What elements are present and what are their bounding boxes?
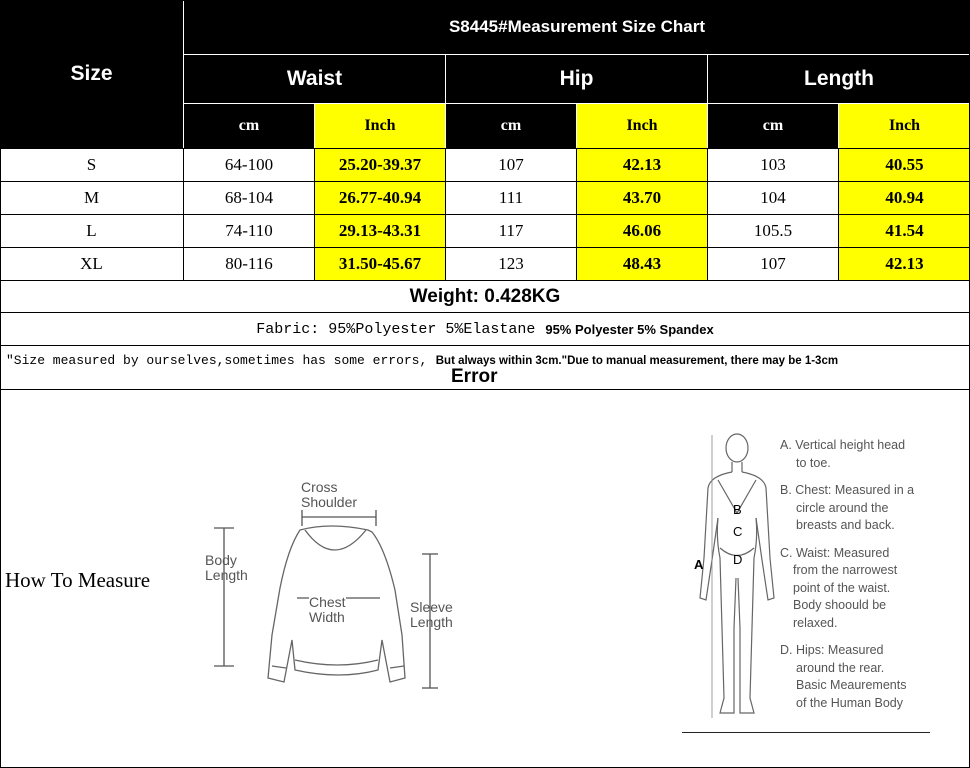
- unit-hip-inch: Inch: [577, 104, 707, 148]
- group-length: Length: [708, 55, 970, 103]
- note-error: Error: [451, 366, 498, 387]
- table-cell: 25.20-39.37: [315, 149, 445, 181]
- table-cell: 68-104: [224, 188, 274, 207]
- note-row: [0, 346, 970, 389]
- table-cell: 40.55: [839, 149, 970, 181]
- how-to-measure-label: How To Measure: [5, 568, 151, 592]
- table-cell: 74-110: [225, 221, 273, 240]
- cross-shoulder-label: Cross Shoulder: [301, 479, 358, 510]
- table-cell: 46.06: [577, 215, 707, 247]
- figure-letter-a: A: [694, 557, 704, 572]
- sweater-hem: [295, 660, 378, 665]
- sleeve-length-label: Sleeve Length: [410, 599, 453, 630]
- table-cell: 31.50-45.67: [315, 248, 445, 280]
- body-notes: [780, 437, 914, 712]
- table-cell: 42.13: [577, 149, 707, 181]
- unit-waist-cm: cm: [184, 104, 314, 148]
- weight-row: Weight: 0.428KG: [409, 285, 561, 307]
- figure-letter-c: C: [733, 524, 743, 539]
- size-cell: L: [86, 221, 97, 240]
- body-figure: [690, 428, 780, 738]
- table-cell: 48.43: [577, 248, 707, 280]
- body-length-label: Body Length: [205, 552, 248, 583]
- unit-waist-inch: Inch: [315, 104, 445, 148]
- note-d: D. Hips: Measured around the rear. Basic Meaurements of the Human Body: [780, 643, 907, 710]
- size-cell: XL: [80, 254, 103, 273]
- table-cell: 80-116: [225, 254, 273, 273]
- table-cell: 123: [498, 254, 524, 273]
- table-cell: 41.54: [839, 215, 970, 247]
- note-main: "Size measured by ourselves,sometimes has some errors,: [6, 353, 428, 368]
- table-cell: 40.94: [839, 182, 970, 214]
- group-hip: Hip: [446, 55, 707, 103]
- note-extra: But always within 3cm."Due to manual measurement, there may be 1-3cm: [435, 355, 839, 367]
- note-b: B. Chest: Measured in a circle around the breasts and back.: [780, 483, 915, 532]
- sweater-neck: [305, 530, 366, 550]
- table-cell: 43.70: [577, 182, 707, 214]
- table-cell: 104: [760, 188, 786, 207]
- table-cell: 29.13-43.31: [315, 215, 445, 247]
- fabric-main: Fabric: 95%Polyester 5%Elastane: [256, 320, 536, 338]
- unit-length-inch: Inch: [839, 104, 970, 148]
- fabric-row: [0, 313, 970, 345]
- size-header: Size: [0, 0, 183, 148]
- size-cell: S: [86, 155, 97, 174]
- table-cell: 26.77-40.94: [315, 182, 445, 214]
- table-cell: 64-100: [224, 155, 274, 174]
- table-cell: 105.5: [753, 221, 793, 240]
- table-cell: 103: [760, 155, 786, 174]
- chest-width-label: Chest Width: [309, 594, 346, 625]
- unit-length-cm: cm: [708, 104, 838, 148]
- note-c: C. Waist: Measured from the narrowest point of the waist. Body shoould be relaxed.: [780, 545, 898, 630]
- table-cell: 111: [498, 188, 524, 207]
- fabric-extra: 95% Polyester 5% Spandex: [545, 321, 714, 337]
- figure-letter-d: D: [733, 552, 743, 567]
- table-cell: 107: [760, 254, 786, 273]
- table-cell: 117: [498, 221, 524, 240]
- table-cell: 107: [498, 155, 524, 174]
- group-waist: Waist: [184, 55, 445, 103]
- figure-letter-b: B: [733, 502, 742, 517]
- chart-title: S8445#Measurement Size Chart: [184, 0, 970, 54]
- table-cell: 42.13: [839, 248, 970, 280]
- unit-hip-cm: cm: [446, 104, 576, 148]
- note-a: A. Vertical height head to toe.: [780, 438, 906, 470]
- size-cell: M: [83, 188, 100, 207]
